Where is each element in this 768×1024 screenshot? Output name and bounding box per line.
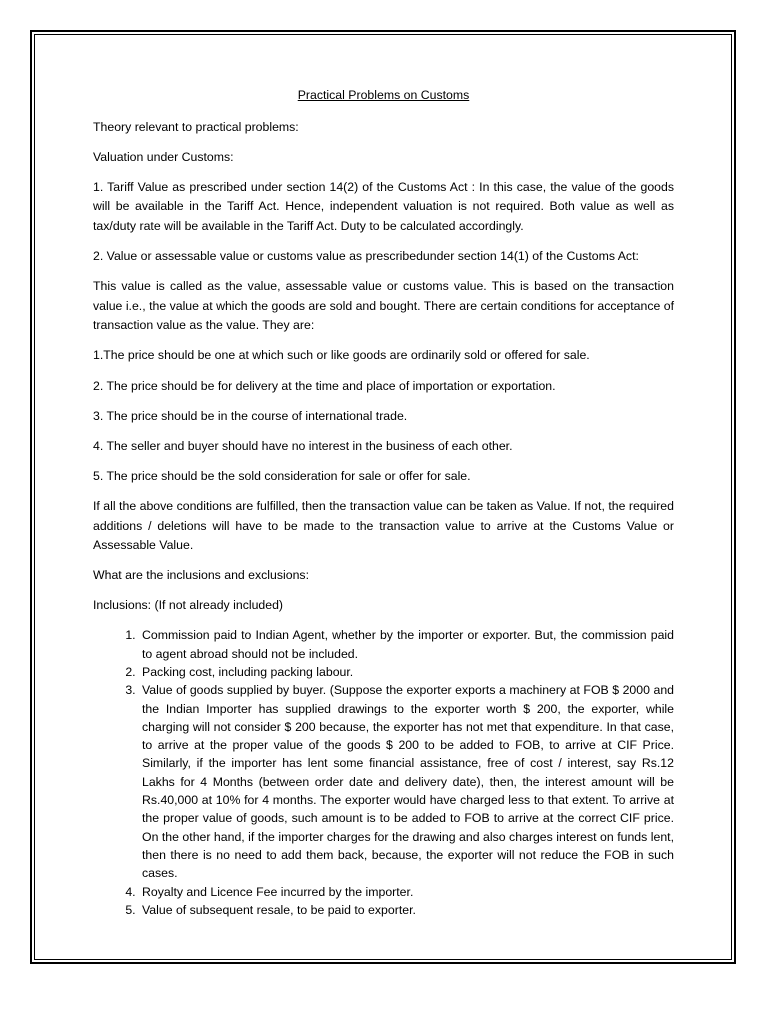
condition-2: 2. The price should be for delivery at the time and place of importation or exportation. [93,378,556,393]
paragraph-valuation-heading: Valuation under Customs: [93,149,234,164]
paragraph-tariff-value: 1. Tariff Value as prescribed under section 14(2) of the Customs Act : In this case, the value of the goods will be available in the Tariff Act. Hence, independent valuation is not required. Both value as well as tax/duty rate will be available in the Tariff Act. Duty to be calculated accordingly. [93,179,674,233]
document-body [93,86,674,919]
condition-3: 3. The price should be in the course of international trade. [93,408,408,423]
paragraph-transaction-value: This value is called as the value, assessable value or customs value. This is based on the transaction value i.e., the value at which the goods are sold and bought. There are certain conditions for acceptance of transaction value as the value. They are: [93,279,674,333]
condition-1: 1.The price should be one at which such or like goods are ordinarily sold or offered for sale. [93,348,590,363]
inclusions-list [93,626,674,919]
paragraph-assessable-value: 2. Value or assessable value or customs value as prescribedunder section 14(1) of the Customs Act: [93,249,639,264]
condition-4: 4. The seller and buyer should have no interest in the business of each other. [93,438,513,453]
list-item: 5. Value of subsequent resale, to be paid to exporter. [139,901,674,919]
list-item: 4. Royalty and Licence Fee incurred by the importer. [139,883,674,901]
list-item: 2. Packing cost, including packing labour. [139,663,674,681]
paragraph-conditions-fulfilled: If all the above conditions are fulfilled, then the transaction value can be taken as Value. If not, the required additions / deletions will have to be made to the transaction value to arrive at the Customs Value or Assessable Value. [93,498,674,553]
list-item: 3. Value of goods supplied by buyer. (Suppose the exporter exports a machinery at FOB $ 2000 and the Indian Importer has supplied drawings to the exporter worth $ 200, the exporter, while charging will not consider $ 200 because, the exporter has not met that expenditure. In that case, to arrive at the proper value of the goods $ 200 to be added to FOB, to arrive at CIF Price. Similarly, if the importer has lent some financial assistance, free of cost / interest, say Rs.12 Lakhs for 4 Months (between order date and delivery date), then, the interest amount will be Rs.40,000 at 10% for 4 months. The exporter would have charged less to that extent. To arrive at the proper value of goods, such amount is to be added to FOB to arrive at the correct CIF price. On the other hand, if the importer charges for the drawing and also charges interest on funds lent, then there is no need to add them back, because, the exporter will not reduce the FOB in such cases. [139,681,674,882]
list-item: 1. Commission paid to Indian Agent, whether by the importer or exporter. But, the commission paid to agent abroad should not be included. [139,626,674,663]
document-title: Practical Problems on Customs [297,88,470,102]
paragraph-theory-heading: Theory relevant to practical problems: [93,119,299,134]
paragraph-inclusions-heading: Inclusions: (If not already included) [93,598,284,613]
condition-5: 5. The price should be the sold consideration for sale or offer for sale. [93,468,471,483]
paragraph-inclusions-question: What are the inclusions and exclusions: [93,568,309,583]
